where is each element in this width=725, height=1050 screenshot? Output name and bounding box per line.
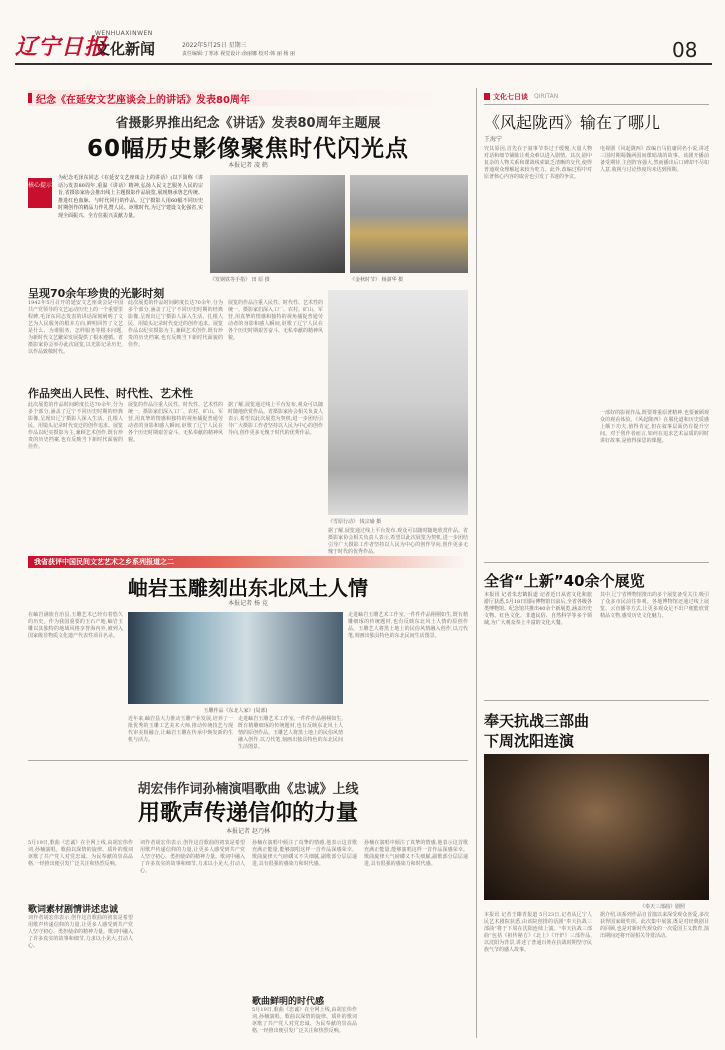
newspaper-logo: 辽宁日报: [15, 34, 108, 60]
core-tip-badge: 核心提示: [28, 178, 52, 208]
show-headline-2: 下周沈阳连演: [484, 732, 575, 750]
feature-divider: [28, 760, 468, 761]
feature-byline: 本报记者 杨 竞: [228, 600, 268, 607]
show-headline-1: 奉天抗战三部曲: [484, 712, 590, 730]
photo-worker-portrait: [210, 175, 345, 273]
lead-headline: 60幅历史影像聚焦时代闪光点: [86, 136, 409, 162]
feature-banner-text: 我省获评中国民间文艺艺术之乡系列报道之二: [34, 558, 174, 566]
photo2-caption: 《金秋时节》 杨澍华 摄: [350, 277, 404, 283]
column-col-3: 一部好的影视作品,既要尊重原著精神,也要兼顾观众的观看体验。《风起陇西》在服化道和历史质感上颇下功夫,值得肯定,但在叙事层面仍有提升空间。对于创作者而言,如何在追求艺术品质的同时讲好故事,是值得深思的课题。: [600, 410, 709, 444]
column-author: 王海宁: [484, 136, 503, 143]
right-divider-1: [484, 562, 709, 563]
column-divider: [476, 88, 477, 1038]
lead-summary: 为纪念毛泽东同志《在延安文艺座谈会上的讲话》(以下简称《讲话》)发表80周年,重温《讲话》精神,弘扬人民文艺服务人民的宗旨,省摄影家协会推出线上主题摄影作品展览,展现继承鲁艺传统、推进红色血脉、与时代同行的作品。辽宁摄影人用60幅不同历史时期创作的精品力作礼赞人民、讴歌时代,为辽宁建设文化强省,实现全面振兴、全方位振兴贡献力量。: [58, 175, 203, 219]
show-photo-caption: 《奉天三部曲》剧照: [640, 904, 686, 910]
photo-stage-performance: [484, 754, 709, 900]
page-number: 08: [672, 38, 698, 62]
column-tag-marker: [484, 93, 490, 100]
photo-snow-soldiers: [328, 290, 468, 515]
section-title: 文化新闻: [95, 40, 156, 58]
exhibit-headline: 全省“上新”40余个展览: [484, 572, 645, 590]
anniversary-banner: [28, 90, 468, 106]
column-rule: [484, 104, 709, 105]
lead-col-1: 1942年5月召开的延安文艺座谈会是中国共产党领导的文艺运动历史上的一个重要里程碑,毛泽东同志发表的讲话深刻阐明了文艺为人民服务的根本方向,鲜明回答了文艺是什么、为谁服务、怎样服务等根本问题,为新时代文艺繁荣发展提供了根本遵循。省摄影家协会举办此次展览,以光影记录历史,以作品致敬时代。: [28, 300, 124, 355]
song-subhead-1: 歌词素材剧情讲述忠诚: [28, 905, 119, 915]
song-headline: 用歌声传递信仰的力量: [137, 801, 358, 826]
photo1-caption: 《发钢铁等手指》 田 原 摄: [210, 277, 270, 283]
feature-col-4: 走进岫岩玉雕艺术工作室,一件件作品栩栩如生,既有精雕细琢的传统题材,也有反映东北风土人情的原创作品。玉雕艺人将黑土地上的民俗风情融入创作,以刀代笔,刻画出独具特色的东北民间生活图景。: [238, 716, 344, 750]
photo-haystacks: [350, 175, 468, 273]
lead-col-2: 此次展览的作品时间跨度长达70余年,分为多个部分,涵盖了辽宁不同历史时期的经典影像,呈现出辽宁摄影人深入生活、扎根人民、用镜头记录时代变迁的创作追求。展览作品以纪实摄影为主,兼顾艺术创作,既有珍贵的历史档案,也有反映当下新时代面貌的佳作。: [128, 300, 224, 348]
column-tag: [484, 92, 709, 102]
issue-date: 2022年5月25日 星期三: [182, 42, 247, 49]
song-byline: 本报记者 赵乃林: [226, 828, 270, 835]
song-col-3b: 5月19日,歌曲《忠诚》在全网上线,由胡宏伟作词,孙楠演唱。歌曲以深情的旋律、质朴的歌词讴歌了共产党人对党忠诚、为民奉献的崇高品格,一经推出便引发广泛关注和热烈反响。: [252, 1007, 357, 1034]
song-col-1b: 词作者胡宏伟表示,创作这首歌曲的初衷是希望用歌声传递信仰的力量,让更多人感受到共产党人坚守初心、勇担使命的精神力量。歌词中融入了许多真实的故事和细节,力求以小见大,打动人心。: [28, 915, 134, 949]
lead-col-4: 此次展览的作品时间跨度长达70余年,分为多个部分,涵盖了辽宁不同历史时期的经典影像,呈现出辽宁摄影人深入生活、扎根人民、用镜头记录时代变迁的创作追求。展览作品以纪实摄影为主,兼顾艺术创作,既有珍贵的历史档案,也有反映当下新时代面貌的佳作。: [28, 402, 124, 450]
exhibit-col-2: 其中,辽宁省博物馆推出的多个展览备受关注,吸引了众多市民前往参观。各地博物馆还通过线上展览、云直播等方式,让更多观众足不出户便能欣赏精品文物,感受历史文化魅力。: [600, 592, 709, 619]
editors-line: 责任编辑:丁寒冰 视觉设计:俞丽娜 校对:韩 丽 杨 丽: [182, 51, 296, 57]
song-subhead-2: 歌曲鲜明的时代感: [252, 997, 325, 1007]
song-kicker: 胡宏伟作词孙楠演唱歌曲《忠诚》上线: [137, 782, 359, 797]
photo3-caption: 《雪原行动》 钱宗瑜 摄: [328, 519, 382, 525]
lead-kicker: 省摄影界推出纪念《讲话》发表80周年主题展: [115, 116, 381, 131]
feature-headline: 岫岩玉雕刻出东北风土人情: [128, 576, 368, 600]
feature-banner: [28, 556, 468, 568]
masthead: [0, 0, 725, 66]
feature-col-2: 走进岫岩玉雕艺术工作室,一件件作品栩栩如生,既有精雕细琢的传统题材,也有反映东北风土人情的原创作品。玉雕艺人将黑土地上的民俗风情融入创作,以刀代笔,刻画出独具特色的东北民间生活图景。: [348, 612, 468, 639]
lead-col-3: 展览的作品注重人民性、时代性、艺术性的统一。摄影家们深入工厂、农村、矿山、军营,用真挚的情感和独特的视角捕捉普通劳动者的身影和感人瞬间,讴歌了辽宁人民在各个历史时期艰苦奋斗、无私奉献的精神风貌。: [228, 300, 324, 341]
right-divider-2: [484, 700, 709, 701]
photo-jade-carving: [128, 612, 343, 704]
feature-photo-caption: 玉雕作品《东北人家》(局部): [203, 708, 268, 714]
show-col-2: 据介绍,该系列作品自首演以来深受观众喜爱,多次获得国家级奖项。此次集中展演,既是对经典剧目的回顾,也是对新时代观众的一次爱国主义教育,演出期间还将开展相关导赏活动。: [600, 912, 709, 939]
lead-subhead-1: 呈现70余年珍贵的光影时刻: [28, 287, 165, 300]
song-col-1a: 5月19日,歌曲《忠诚》在全网上线,由胡宏伟作词,孙楠演唱。歌曲以深情的旋律、质朴的歌词讴歌了共产党人对党忠诚、为民奉献的崇高品格,一经推出便引发广泛关注和热烈反响。: [28, 840, 133, 867]
exhibit-col-1: 本报讯 记者朱忠鹤报道 记者近日从省文化和旅游厅获悉,5月18日国际博物馆日前后,全省各级各类博物馆、纪念馆共推出40余个新展览,涵盖历史文物、红色文化、非遗民俗、自然科学等多个领域,为广大观众奉上丰富的文化大餐。: [484, 592, 592, 626]
lead-col-5: 展览的作品注重人民性、时代性、艺术性的统一。摄影家们深入工厂、农村、矿山、军营,用真挚的情感和独特的视角捕捉普通劳动者的身影和感人瞬间,讴歌了辽宁人民在各个历史时期艰苦奋斗、无私奉献的精神风貌。: [128, 402, 224, 443]
banner-marker: [28, 93, 32, 103]
banner-text: 纪念《在延安文艺座谈会上的讲话》发表80周年: [36, 95, 250, 106]
feature-col-1: 在岫岩满族自治县,玉雕艺术已经有着悠久的历史。作为我国重要的玉石产地,岫岩玉雕以其独特的地域风格享誉海内外,被列入国家级非物质文化遗产代表性项目名录。: [28, 612, 123, 639]
lead-col-6: 据了解,展览通过线上平台发布,观众可以随时随地欣赏作品。省摄影家协会相关负责人表示,希望以此次展览为契机,进一步团结引导广大摄影工作者坚持以人民为中心的创作导向,创作更多无愧于时代的优秀作品。: [228, 402, 324, 436]
song-col-4: 孙楠在演唱中倾注了真挚的情感,他表示这首歌充满正能量,能够演唱这样一首作品深感荣幸。歌曲旋律大气磅礴又不失细腻,副歌部分层层递进,具有很强的感染力和时代感。: [364, 840, 468, 867]
section-pinyin: WENHUAXINWEN: [95, 30, 153, 37]
feature-col-3: 近年来,岫岩县大力推动玉雕产业发展,培养了一批优秀的玉雕工艺美术大师,推动传统技艺与现代审美相融合,让岫岩玉雕在传承中焕发新的生机与活力。: [128, 716, 233, 743]
column-tag-text: 文化七日谈: [493, 93, 528, 101]
lead-byline: 本报记者 凌 鹤: [228, 162, 268, 169]
song-col-3a: 孙楠在演唱中倾注了真挚的情感,他表示这首歌充满正能量,能够演唱这样一首作品深感荣幸。歌曲旋律大气磅礴又不失细腻,副歌部分层层递进,具有很强的感染力和时代感。: [252, 840, 357, 867]
column-headline: 《风起陇西》输在了哪儿: [484, 113, 661, 132]
lead-col-7: 据了解,展览通过线上平台发布,观众可以随时随地欣赏作品。省摄影家协会相关负责人表示,希望以此次展览为契机,进一步团结引导广大摄影工作者坚持以人民为中心的创作导向,创作更多无愧于时代的优秀作品。: [328, 528, 468, 555]
show-col-1: 本报讯 记者王臻青报道 5月23日,记者从辽宁人民艺术剧院获悉,由该院创排的话剧“奉天抗战三部曲”将于下周在沈阳连续上演。“奉天抗战三部曲”包括《祖传秘方》《北上》《开炉》三部作品,以沈阳为背景,讲述了普通百姓在抗战时期坚守民族气节的感人故事。: [484, 912, 592, 953]
song-col-2: 词作者胡宏伟表示,创作这首歌曲的初衷是希望用歌声传递信仰的力量,让更多人感受到共产党人坚守初心、勇担使命的精神力量。歌词中融入了许多真实的故事和细节,力求以小见大,打动人心。: [140, 840, 246, 874]
masthead-rule: [15, 63, 712, 65]
column-col-2: 电视剧《风起陇西》改编自马伯庸同名小说,讲述三国时期蜀魏两国间谍暗战的故事。该剧开播前备受期待,主创阵容强大,然而播出后口碑却不尽如人意,收视与讨论热度均未达到预期。: [600, 146, 709, 173]
column-col-1: 究其原因,首先在于叙事节奏过于缓慢,大量人物对话和细节铺陈让观众难以进入剧情。其次,剧中复杂的人物关系和谍战线索缺乏清晰的交代,使得普通观众理解起来较为吃力。此外,改编过程中对原著核心内容的取舍也引发了书迷的争议。: [484, 146, 592, 180]
column-tag-en: QIRITAN: [534, 93, 559, 100]
lead-subhead-2: 作品突出人民性、时代性、艺术性: [28, 387, 193, 400]
